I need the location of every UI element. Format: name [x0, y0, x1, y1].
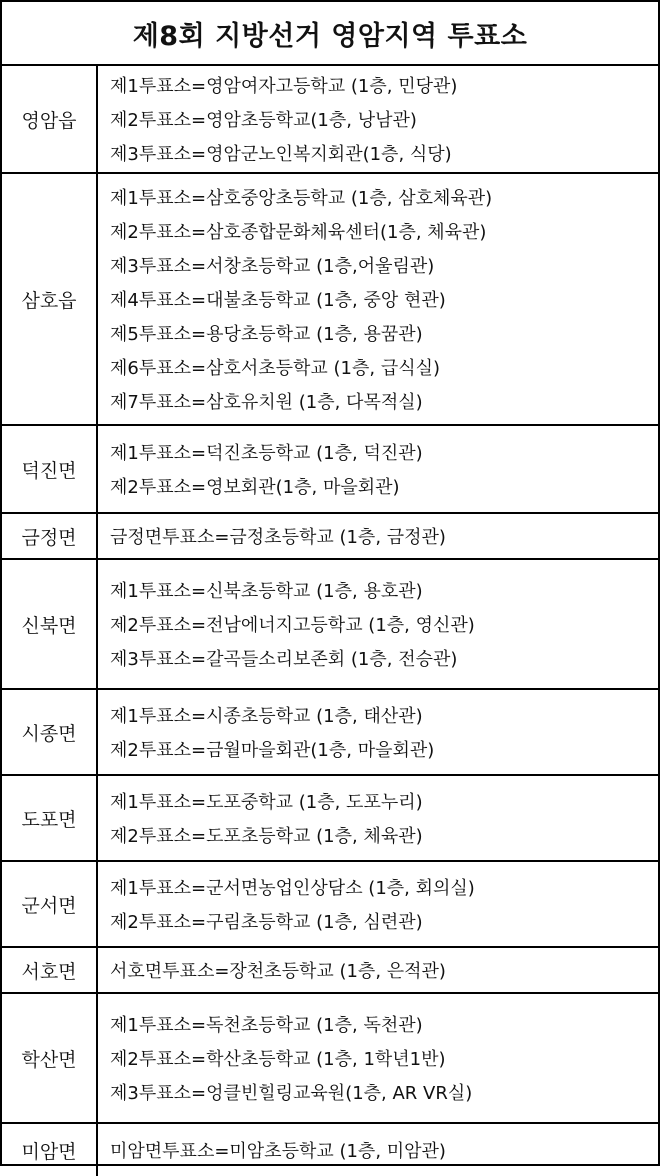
polling-site: 제1투표소=신북초등학교 (1층, 용호관) [110, 580, 423, 602]
table-row [2, 862, 658, 948]
polling-site: 제4투표소=대불초등학교 (1층, 중앙 현관) [110, 289, 446, 311]
polling-site: 제2투표소=도포초등학교 (1층, 체육관) [110, 825, 423, 847]
region-name: 서호면 [2, 948, 98, 992]
table-row [2, 560, 658, 690]
table-row [2, 174, 658, 426]
region-name: 삼호읍 [2, 174, 98, 424]
table-title: 제8회 지방선거 영암지역 투표소 [2, 2, 658, 66]
table-body [2, 66, 658, 1176]
polling-site-list [98, 690, 658, 774]
polling-site: 제6투표소=삼호서초등학교 (1층, 급식실) [110, 357, 441, 379]
table-row [2, 948, 658, 994]
region-name: 덕진면 [2, 426, 98, 512]
polling-site: 제1투표소=도포중학교 (1층, 도포누리) [110, 791, 423, 813]
table-row [2, 1124, 658, 1176]
polling-site-list [98, 66, 658, 172]
polling-site: 금정면투표소=금정초등학교 (1층, 금정관) [110, 526, 446, 548]
table-row [2, 994, 658, 1124]
polling-site: 제1투표소=독천초등학교 (1층, 독천관) [110, 1014, 423, 1036]
table-row [2, 776, 658, 862]
polling-site-list [98, 426, 658, 512]
polling-site: 제7투표소=삼호유치원 (1층, 다목적실) [110, 391, 423, 413]
polling-site: 제1투표소=덕진초등학교 (1층, 덕진관) [110, 442, 423, 464]
polling-site: 제2투표소=삼호종합문화체육센터(1층, 체육관) [110, 221, 487, 243]
polling-site: 미암면투표소=미암초등학교 (1층, 미암관) [110, 1140, 446, 1162]
polling-site-list [98, 1124, 658, 1176]
region-name: 시종면 [2, 690, 98, 774]
polling-site: 제2투표소=영보회관(1층, 마을회관) [110, 476, 400, 498]
polling-site-list [98, 776, 658, 860]
polling-site: 제1투표소=삼호중앙초등학교 (1층, 삼호체육관) [110, 187, 493, 209]
polling-site: 제1투표소=군서면농업인상담소 (1층, 회의실) [110, 877, 475, 899]
region-name: 신북면 [2, 560, 98, 688]
region-name: 미암면 [2, 1124, 98, 1176]
polling-site: 제1투표소=시종초등학교 (1층, 태산관) [110, 705, 423, 727]
polling-site: 제2투표소=금월마을회관(1층, 마을회관) [110, 739, 435, 761]
table-row [2, 690, 658, 776]
polling-site: 제2투표소=학산초등학교 (1층, 1학년1반) [110, 1048, 446, 1070]
polling-site: 제3투표소=영암군노인복지회관(1층, 식당) [110, 143, 452, 165]
region-name: 영암읍 [2, 66, 98, 172]
region-name: 학산면 [2, 994, 98, 1122]
polling-site-list [98, 174, 658, 424]
table-row [2, 514, 658, 560]
polling-site-list [98, 862, 658, 946]
table-row [2, 66, 658, 174]
region-name: 군서면 [2, 862, 98, 946]
polling-site: 제3투표소=갈곡들소리보존회 (1층, 전승관) [110, 648, 458, 670]
polling-site: 제2투표소=전남에너지고등학교 (1층, 영신관) [110, 614, 475, 636]
region-name: 금정면 [2, 514, 98, 558]
polling-site: 제3투표소=엉클빈힐링교육원(1층, AR VR실) [110, 1082, 473, 1104]
polling-site-list [98, 560, 658, 688]
table-row [2, 426, 658, 514]
polling-site-list [98, 514, 658, 558]
region-name: 도포면 [2, 776, 98, 860]
polling-site-list [98, 948, 658, 992]
polling-site: 제5투표소=용당초등학교 (1층, 용꿈관) [110, 323, 423, 345]
polling-site: 제2투표소=구림초등학교 (1층, 심련관) [110, 911, 423, 933]
polling-site: 서호면투표소=장천초등학교 (1층, 은적관) [110, 960, 446, 982]
polling-site: 제3투표소=서창초등학교 (1층,어울림관) [110, 255, 435, 277]
polling-site: 제2투표소=영암초등학교(1층, 낭남관) [110, 109, 417, 131]
polling-site-list [98, 994, 658, 1122]
polling-site: 제1투표소=영암여자고등학교 (1층, 민당관) [110, 75, 458, 97]
